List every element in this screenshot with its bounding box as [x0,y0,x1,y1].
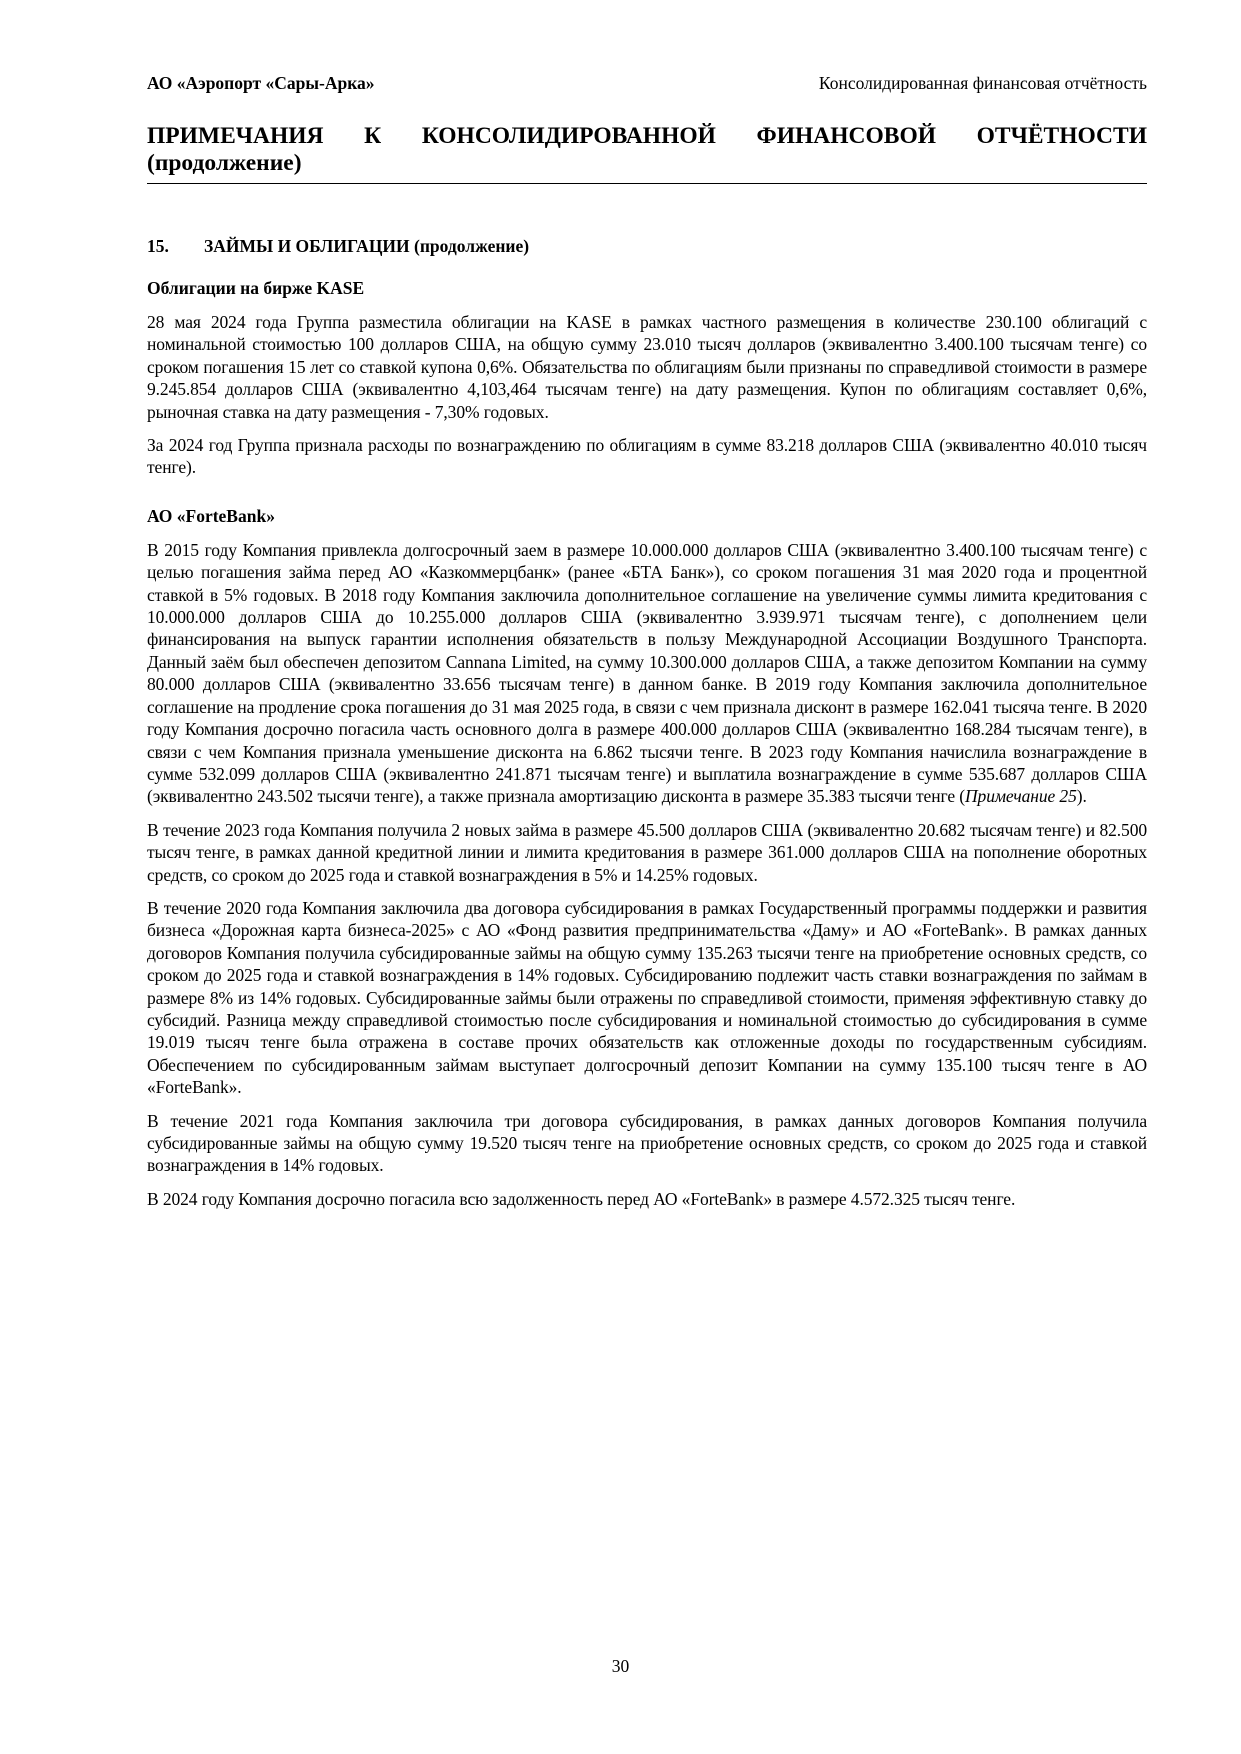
title-word: ОТЧЁТНОСТИ [976,123,1147,149]
document-page [147,72,1147,1210]
running-header [147,72,1147,94]
paragraph: В течение 2020 года Компания заключила два договора субсидирования в рамках Государственный программы поддержки и развития бизнеса «Дорожная карта бизнеса-2025» с АО «Фонд развития предпринимательства «Даму» и АО «ForteBank». В рамках данных договоров Компания получила субсидированные займы на общую сумму 135.263 тысячи тенге на приобретение основных средств, со сроком до 2025 года и ставкой вознаграждения в 14% годовых. Субсидированию подлежит часть ставки вознаграждения по займам в размере 8% из 14% годовых. Субсидированные займы были отражены по справедливой стоимости, применяя эффективную ставку до субсидий. Разница между справедливой стоимостью после субсидирования и номинальной стоимостью до субсидирования в сумме 19.019 тысяч тенге была отражена в составе прочих обязательств как отложенные доходы по государственным субсидиям. Обеспечением по субсидированным займам выступает долгосрочный депозит Компании на сумму 135.100 тысяч тенге в АО «ForteBank». [147,897,1147,1098]
paragraph: В течение 2021 года Компания заключила три договора субсидирования, в рамках данных договоров Компания получила субсидированные займы на общую сумму 19.520 тысяч тенге на приобретение основных средств, со сроком до 2025 года и ставкой вознаграждения в 14% годовых. [147,1110,1147,1176]
title-word: КОНСОЛИДИРОВАННОЙ [421,123,716,149]
title-word: ПРИМЕЧАНИЯ [147,123,324,149]
paragraph: В течение 2023 года Компания получила 2 новых займа в размере 45.500 долларов США (эквивалентно 20.682 тысячам тенге) и 82.500 тысяч тенге, в рамках данной кредитной линии и лимита кредитования в размере 361.000 долларов США на пополнение оборотных средств, со сроком до 2025 года и ставкой вознаграждения в 5% и 14.25% годовых. [147,819,1147,885]
paragraph-text: В 2015 году Компания привлекла долгосрочный заем в размере 10.000.000 долларов США (эквивалентно 3.400.100 тысячам тенге) с целью погашения займа перед АО «Казкоммерцбанк» (ранее «БТА Банк»), со сроком погашения 31 мая 2020 года и процентной ставкой в 5% годовых. В 2018 году Компания заключила дополнительное соглашение на увеличение суммы лимита кредитования с 10.000.000 долларов США до 10.255.000 долларов США (эквивалентно 3.939.971 тысячам тенге), с дополнением цели финансирования на выпуск гарантии исполнения обязательств в пользу Международной Ассоциации Воздушного Транспорта. Данный заём был обеспечен депозитом Cannana Limited, на сумму 10.300.000 долларов США, а также депозитом Компании на сумму 80.000 долларов США (эквивалентно 33.656 тысячам тенге) в данном банке. В 2019 году Компания заключила дополнительное соглашение на продление срока погашения до 31 мая 2025 года, в связи с чем признала дисконт в размере 162.041 тысяча тенге. В 2020 году Компания досрочно погасила часть основного долга в размере 400.000 долларов США (эквивалентно 168.284 тысячам тенге), в связи с чем Компания признала уменьшение дисконта на 6.862 тысячи тенге. В 2023 году Компания начислила вознаграждение в сумме 532.099 долларов США (эквивалентно 241.871 тысячам тенге) и выплатила вознаграждение в сумме 535.687 долларов США (эквивалентно 243.502 тысячи тенге), а также признала амортизацию дисконта в размере 35.383 тысячи тенге ( [147,539,1147,807]
page-title [147,123,1147,177]
paragraph: 28 мая 2024 года Группа разместила облигации на KASE в рамках частного размещения в количестве 230.100 облигаций с номинальной стоимостью 100 долларов США, на общую сумму 23.010 тысяч долларов (эквивалентно 3.400.100 тысячам тенге) со сроком погашения 15 лет со ставкой купона 0,6%. Обязательства по облигациям были признаны по справедливой стоимости в размере 9.245.854 долларов США (эквивалентно 4,103,464 тысячам тенге) на дату размещения. Купон по облигациям составляет 0,6%, рыночная ставка на дату размещения - 7,30% годовых. [147,312,1147,422]
subheading-fortebank: АО «ForteBank» [147,505,275,526]
title-word: К [364,123,382,149]
company-name: АО «Аэропорт «Сары-Арка» [147,73,375,93]
title-divider [147,183,1147,184]
page-title-line [147,123,1147,150]
paragraph: За 2024 год Группа признала расходы по вознаграждению по облигациям в сумме 83.218 долларов США (эквивалентно 40.010 тысяч тенге). [147,435,1147,478]
page-number: 30 [611,1656,630,1676]
report-name: Консолидированная финансовая отчётность [818,73,1147,93]
title-continuation: (продолжение) [147,150,302,176]
section-number: 15. [147,236,169,256]
paragraph-text-end: ). [1076,786,1087,807]
paragraph: В 2024 году Компания досрочно погасила всю задолженность перед АО «ForteBank» в размере 4.572.325 тысяч тенге. [147,1188,1016,1209]
section-heading [147,235,1147,257]
paragraph [147,539,1147,808]
note-reference: Примечание 25 [965,786,1077,807]
title-word: ФИНАНСОВОЙ [756,123,937,149]
section-title: ЗАЙМЫ И ОБЛИГАЦИИ (продолжение) [204,236,530,256]
subheading-kase-bonds: Облигации на бирже KASE [147,278,365,298]
